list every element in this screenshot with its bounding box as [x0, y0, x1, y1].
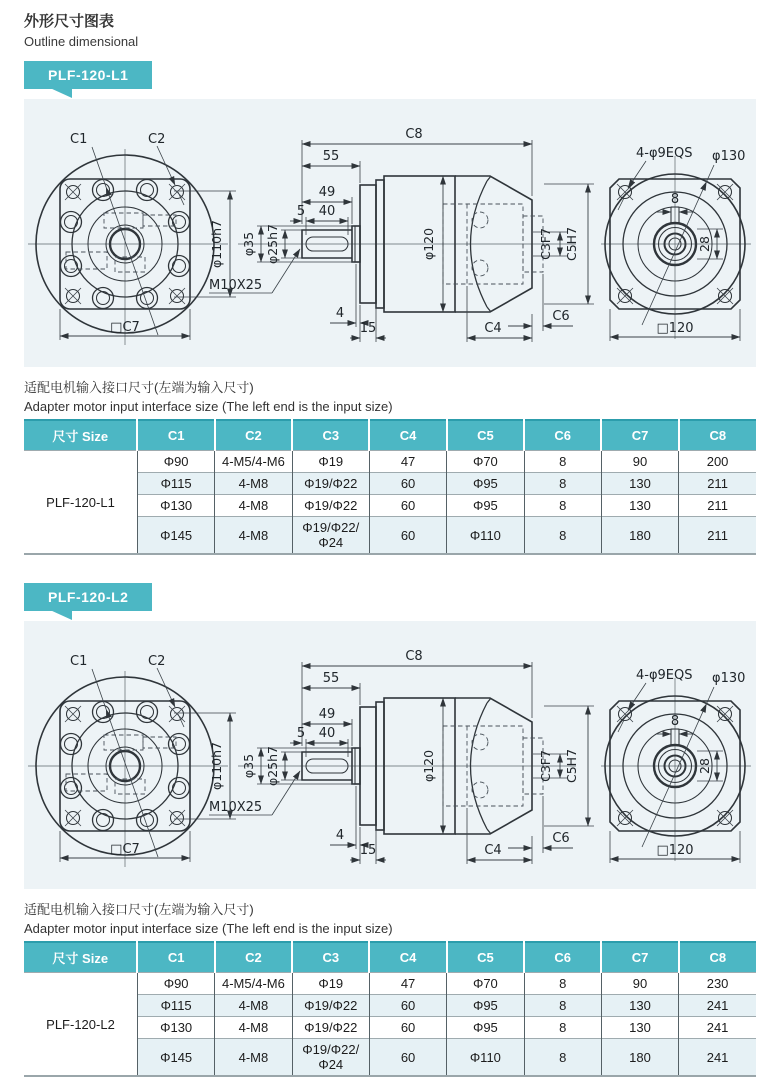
model-badge-l1: PLF-120-L1	[24, 61, 152, 89]
table-cell: 60	[369, 495, 446, 517]
table-cell: Φ95	[447, 1017, 524, 1039]
dim-label-c3f7: C3F7	[538, 750, 553, 782]
side-view-drawing	[209, 649, 594, 864]
table-header-cell: C1	[137, 420, 214, 451]
table-header-cell: C3	[292, 942, 369, 973]
dim-label-4: 4	[335, 828, 345, 843]
table-cell: Φ19/Φ22	[292, 473, 369, 495]
table-header-cell: C2	[215, 420, 292, 451]
table-cell: 8	[524, 995, 601, 1017]
table-header-cell: C4	[369, 420, 446, 451]
page-title: 外形尺寸图表	[24, 13, 115, 30]
table-cell: 200	[679, 451, 756, 473]
dim-label-120: φ120	[421, 227, 436, 261]
table-cell: 180	[601, 517, 678, 555]
dim-label-40: 40	[318, 726, 336, 741]
table-cell: 47	[369, 451, 446, 473]
table-cell: 241	[679, 1017, 756, 1039]
table-cell: 230	[679, 973, 756, 995]
table-cell: Φ19	[292, 973, 369, 995]
front-view-drawing	[28, 654, 236, 867]
dim-label-c7: □C7	[110, 320, 140, 335]
model-badge-l2: PLF-120-L2	[24, 583, 152, 611]
dim-label-35: φ35	[241, 231, 256, 257]
note-zh: 适配电机输入接口尺寸(左端为输入尺寸)	[24, 380, 254, 395]
table-cell: 8	[524, 1039, 601, 1077]
table-header-cell: 尺寸 Size	[24, 420, 137, 451]
table-cell: Φ130	[137, 495, 214, 517]
table-cell: 4-M8	[215, 1039, 292, 1077]
table-cell: Φ95	[447, 495, 524, 517]
table-cell: Φ115	[137, 473, 214, 495]
dim-label-28: 28	[697, 758, 712, 774]
table-header-cell: C6	[524, 942, 601, 973]
dim-label-8: 8	[670, 192, 680, 207]
table-cell: 8	[524, 1017, 601, 1039]
table-header-cell: C3	[292, 420, 369, 451]
table-cell: 130	[601, 473, 678, 495]
dim-label-110h7: φ110h7	[209, 220, 224, 268]
table-cell: 4-M8	[215, 1017, 292, 1039]
dim-label-sq120: □120	[656, 843, 694, 858]
table-cell: 130	[601, 995, 678, 1017]
table-cell: 211	[679, 517, 756, 555]
table-cell: 90	[601, 973, 678, 995]
table-cell: 211	[679, 473, 756, 495]
table-cell: Φ110	[447, 517, 524, 555]
table-cell: Φ115	[137, 995, 214, 1017]
table-header-cell: C4	[369, 942, 446, 973]
table-cell: 90	[601, 451, 678, 473]
table-row	[24, 973, 756, 995]
table-cell: 8	[524, 517, 601, 555]
dim-label-5: 5	[296, 726, 306, 741]
dim-label-c5h7: C5H7	[564, 226, 579, 262]
dim-label-130: φ130	[712, 149, 746, 164]
dim-label-4: 4	[335, 306, 345, 321]
table-header-cell: C7	[601, 942, 678, 973]
table-cell: 180	[601, 1039, 678, 1077]
table-cell: 60	[369, 995, 446, 1017]
table-header-cell: C6	[524, 420, 601, 451]
dim-label-49: 49	[318, 185, 336, 200]
dim-label-c2: C2	[148, 132, 166, 147]
table-cell: Φ95	[447, 473, 524, 495]
table-cell: Φ70	[447, 973, 524, 995]
table-cell: 4-M8	[215, 517, 292, 555]
dim-label-c5h7: C5H7	[564, 748, 579, 784]
table-header-cell: C5	[447, 942, 524, 973]
dim-label-110h7: φ110h7	[209, 742, 224, 790]
dimension-drawing-l1	[24, 99, 756, 367]
note-en: Adapter motor input interface size (The left end is the input size)	[24, 399, 393, 414]
dim-label-55: 55	[322, 149, 340, 164]
table-cell: Φ19/Φ22	[292, 995, 369, 1017]
dim-label-4phi9eqs: 4-φ9EQS	[636, 146, 693, 161]
table-cell: 4-M8	[215, 995, 292, 1017]
table-cell: 8	[524, 473, 601, 495]
table-cell: 60	[369, 1039, 446, 1077]
dim-label-c1: C1	[70, 654, 88, 669]
table-cell: Φ90	[137, 973, 214, 995]
table-cell: Φ19/Φ22/Φ24	[292, 517, 369, 555]
dim-label-25h7: φ25h7	[265, 223, 280, 265]
table-header-cell: C1	[137, 942, 214, 973]
dim-label-c7: □C7	[110, 842, 140, 857]
dim-label-c1: C1	[70, 132, 88, 147]
table-cell: Φ19/Φ22/Φ24	[292, 1039, 369, 1077]
dim-label-15: 15	[359, 843, 377, 858]
table-cell: Φ90	[137, 451, 214, 473]
section-plf-120-l2	[24, 555, 756, 1077]
table-cell: 8	[524, 495, 601, 517]
note-en: Adapter motor input interface size (The left end is the input size)	[24, 921, 393, 936]
dim-label-c2: C2	[148, 654, 166, 669]
table-cell: 130	[601, 1017, 678, 1039]
section-plf-120-l1	[24, 61, 756, 555]
table-cell: 4-M5/4-M6	[215, 451, 292, 473]
table-header-cell: C8	[679, 420, 756, 451]
dim-label-sq120: □120	[656, 321, 694, 336]
table-cell: 211	[679, 495, 756, 517]
table-cell: 4-M8	[215, 495, 292, 517]
dim-label-35: φ35	[241, 753, 256, 779]
dim-label-4phi9eqs: 4-φ9EQS	[636, 668, 693, 683]
table-cell: 8	[524, 451, 601, 473]
table-cell: Φ19	[292, 451, 369, 473]
rear-view-drawing	[601, 668, 751, 863]
table-cell: Φ19/Φ22	[292, 1017, 369, 1039]
dim-label-c8: C8	[405, 649, 423, 664]
dim-label-15: 15	[359, 321, 377, 336]
table-row	[24, 451, 756, 473]
table-row-label: PLF-120-L1	[24, 451, 137, 555]
dim-label-c4: C4	[484, 843, 502, 858]
table-cell: 60	[369, 473, 446, 495]
table-cell: 241	[679, 995, 756, 1017]
dim-label-120: φ120	[421, 749, 436, 783]
dim-label-49: 49	[318, 707, 336, 722]
dim-label-5: 5	[296, 204, 306, 219]
table-cell: Φ95	[447, 995, 524, 1017]
dim-label-c6: C6	[552, 309, 570, 324]
table-cell: 60	[369, 1017, 446, 1039]
dim-label-c3f7: C3F7	[538, 228, 553, 260]
side-view-drawing	[209, 127, 594, 342]
dim-label-55: 55	[322, 671, 340, 686]
table-cell: Φ70	[447, 451, 524, 473]
table-cell: Φ145	[137, 517, 214, 555]
dim-label-25h7: φ25h7	[265, 745, 280, 787]
dim-label-130: φ130	[712, 671, 746, 686]
table-header-cell: C7	[601, 420, 678, 451]
dim-label-40: 40	[318, 204, 336, 219]
dimension-drawing-l2	[24, 621, 756, 889]
front-view-drawing	[28, 132, 236, 345]
table-cell: 8	[524, 973, 601, 995]
table-cell: Φ19/Φ22	[292, 495, 369, 517]
dim-label-m10x25: M10X25	[209, 800, 263, 815]
table-cell: Φ130	[137, 1017, 214, 1039]
note-zh: 适配电机输入接口尺寸(左端为输入尺寸)	[24, 902, 254, 917]
table-row-label: PLF-120-L2	[24, 973, 137, 1077]
dim-label-c6: C6	[552, 831, 570, 846]
dim-label-8: 8	[670, 714, 680, 729]
table-cell: 4-M8	[215, 473, 292, 495]
table-header-cell: C5	[447, 420, 524, 451]
dimension-table-l1	[24, 419, 756, 555]
table-cell: 60	[369, 517, 446, 555]
rear-view-drawing	[601, 146, 751, 341]
table-cell: Φ110	[447, 1039, 524, 1077]
dim-label-28: 28	[697, 236, 712, 252]
dim-label-m10x25: M10X25	[209, 278, 263, 293]
dim-label-c8: C8	[405, 127, 423, 142]
table-cell: Φ145	[137, 1039, 214, 1077]
table-cell: 241	[679, 1039, 756, 1077]
page-subtitle: Outline dimensional	[24, 34, 139, 49]
table-cell: 130	[601, 495, 678, 517]
dim-label-c4: C4	[484, 321, 502, 336]
table-header-cell: C2	[215, 942, 292, 973]
table-cell: 47	[369, 973, 446, 995]
table-header-cell: C8	[679, 942, 756, 973]
table-header-cell: 尺寸 Size	[24, 942, 137, 973]
table-cell: 4-M5/4-M6	[215, 973, 292, 995]
dimension-table-l2	[24, 941, 756, 1077]
